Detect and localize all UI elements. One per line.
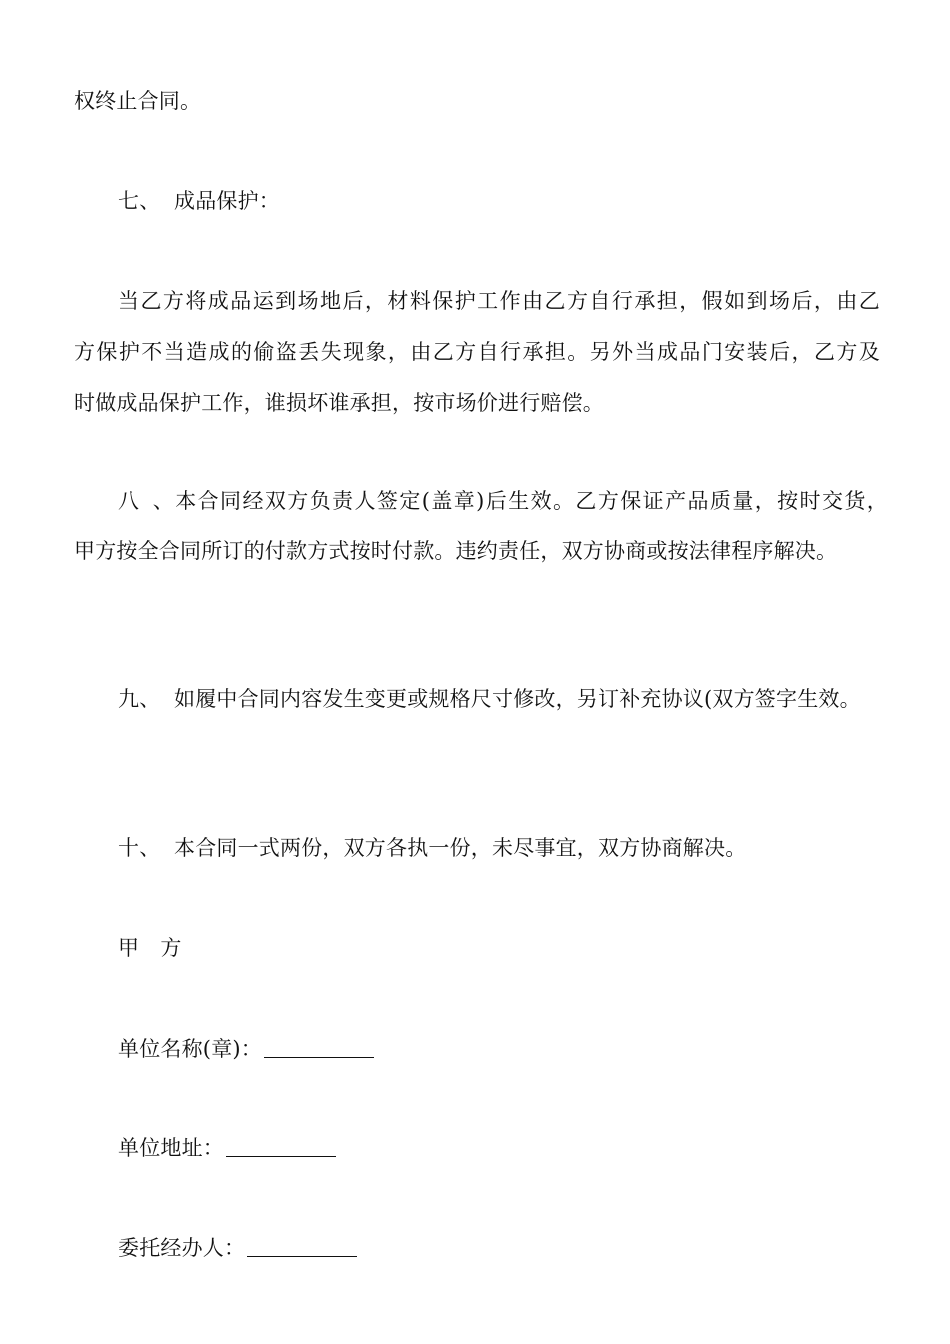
section-7-body-line-3: 时做成品保护工作，谁损坏谁承担，按市场价进行赔偿。 — [74, 391, 604, 415]
agent-label: 委托经办人： — [118, 1236, 246, 1260]
unit-name-row — [118, 1035, 374, 1063]
unit-address-blank[interactable] — [226, 1136, 336, 1157]
section-10-line-1 — [118, 834, 746, 862]
unit-address-row — [118, 1134, 336, 1162]
agent-blank[interactable] — [247, 1236, 357, 1257]
section-9-text: 如履中合同内容发生变更或规格尺寸修改，另订补充协议(双方签字生效。 — [174, 687, 861, 711]
section-7-body-line-1: 当乙方将成品运到场地后，材料保护工作由乙方自行承担，假如到场后，由乙 — [118, 289, 880, 313]
section-9-line-1 — [118, 685, 861, 713]
section-8-number: 八、 — [118, 489, 174, 513]
section-8-text-1: 本合同经双方负责人签定(盖章)后生效。乙方保证产品质量，按时交货， — [174, 489, 888, 513]
unit-name-blank[interactable] — [264, 1037, 374, 1058]
party-a-heading: 甲 方 — [118, 936, 182, 960]
section-10-number: 十、 — [118, 836, 161, 860]
section-10-text: 本合同一式两份，双方各执一份，未尽事宜，双方协商解决。 — [174, 836, 747, 860]
agent-row — [118, 1234, 357, 1262]
section-7-number: 七、 — [118, 189, 161, 213]
section-8-line-1 — [118, 487, 888, 515]
section-7-heading — [118, 187, 280, 215]
unit-address-label: 单位地址： — [118, 1136, 224, 1160]
section-7-title: 成品保护： — [174, 189, 280, 213]
section-7-body-line-2: 方保护不当造成的偷盗丢失现象，由乙方自行承担。另外当成品门安装后，乙方及 — [74, 340, 880, 364]
section-8-line-2: 甲方按全合同所订的付款方式按时付款。违约责任，双方协商或按法律程序解决。 — [74, 539, 838, 563]
continuation-line: 权终止合同。 — [74, 89, 202, 113]
section-9-number: 九、 — [118, 687, 161, 711]
unit-name-label: 单位名称(章)： — [118, 1037, 262, 1061]
